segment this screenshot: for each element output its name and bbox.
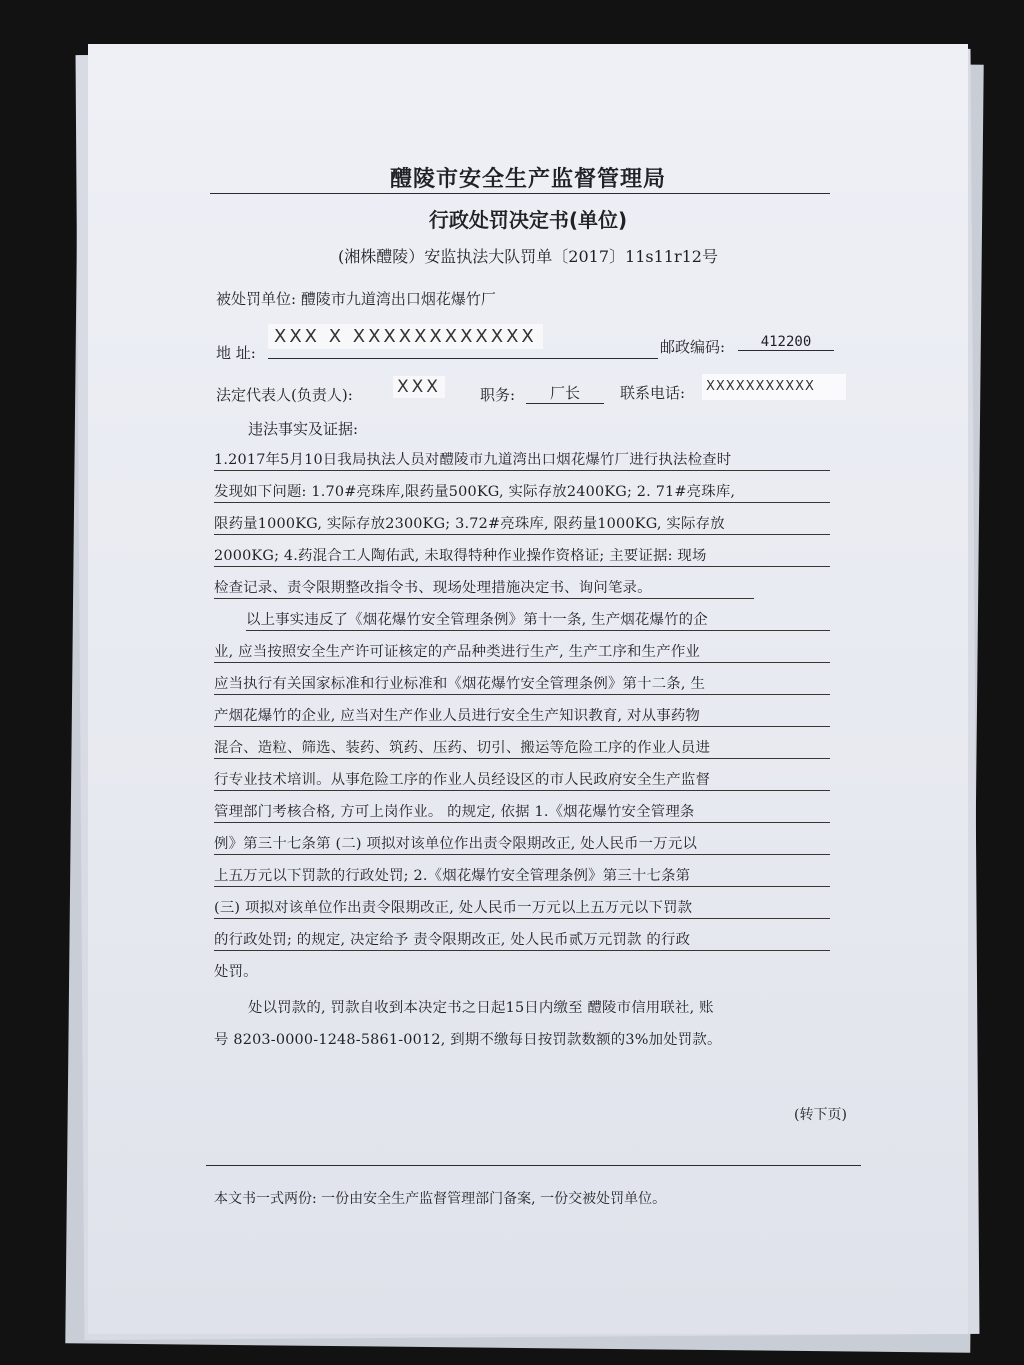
unit-value: 醴陵市九道湾出口烟花爆竹厂 — [300, 290, 496, 308]
position-value: 厂长 — [526, 382, 604, 404]
postcode-label: 邮政编码: — [660, 338, 726, 356]
facts-line: 发现如下问题: 1.70#亮珠库,限药量500KG, 实际存放2400KG; 2. 71#亮珠库, — [214, 480, 830, 503]
phone-label: 联系电话: — [620, 384, 686, 402]
continue-note: (转下页) — [794, 1107, 847, 1123]
rep-label: 法定代表人(负责人): — [216, 386, 353, 404]
decision-line: 应当执行有关国家标准和行业标准和《烟花爆竹安全管理条例》第十二条, 生 — [214, 672, 830, 695]
document-number: (湘株醴陵）安监执法大队罚单〔2017〕11s11r12号 — [338, 247, 718, 266]
unit-label: 被处罚单位: — [216, 290, 297, 308]
decision-line: 管理部门考核合格, 方可上岗作业。 的规定, 依据 1.《烟花爆竹安全管理条 — [214, 800, 830, 823]
document-page — [88, 44, 968, 1334]
unit-row — [216, 288, 496, 309]
rep-field — [393, 376, 445, 398]
phone-value: XXXXXXXXXXX — [706, 379, 815, 394]
payment-line: 处以罚款的, 罚款自收到本决定书之日起15日内缴至 醴陵市信用联社, 账 — [248, 1000, 714, 1016]
address-label: 地 址: — [216, 344, 256, 362]
facts-line: 2000KG; 4.药混合工人陶佑武, 未取得特种作业操作资格证; 主要证据: 现场 — [214, 544, 830, 567]
decision-line: 业, 应当按照安全生产许可证核定的产品种类进行生产, 生产工序和生产作业 — [214, 640, 830, 663]
payment-line: 号 8203-0000-1248-5861-0012, 到期不缴每日按罚款数额的3%加处罚款。 — [214, 1032, 722, 1048]
decision-line: 混合、造粒、筛选、装药、筑药、压药、切引、搬运等危险工序的作业人员进 — [214, 736, 830, 759]
facts-line: 1.2017年5月10日我局执法人员对醴陵市九道湾出口烟花爆竹厂进行执法检查时 — [214, 448, 830, 471]
facts-heading: 违法事实及证据: — [248, 420, 359, 438]
address-value: XXX X XXXXXXXXXXXX — [268, 324, 543, 349]
facts-line: 限药量1000KG, 实际存放2300KG; 3.72#亮珠库, 限药量1000KG, 实际存放 — [214, 512, 830, 535]
header-divider — [210, 193, 830, 194]
footer-note: 本文书一式两份: 一份由安全生产监督管理部门备案, 一份交被处罚单位。 — [214, 1191, 667, 1207]
position-label: 职务: — [480, 386, 516, 404]
rep-value: XXX — [393, 376, 445, 398]
decision-line: 的行政处罚; 的规定, 决定给予 责令限期改正, 处人民币贰万元罚款 的行政 — [214, 928, 830, 951]
document-title: 行政处罚决定书(单位) — [428, 208, 628, 232]
footer-divider — [206, 1165, 861, 1166]
decision-line: 行专业技术培训。从事危险工序的作业人员经设区的市人民政府安全生产监督 — [214, 768, 830, 791]
decision-line: (三) 项拟对该单位作出责令限期改正, 处人民币一万元以上五万元以下罚款 — [214, 896, 830, 919]
postcode-value: 412200 — [738, 334, 834, 351]
address-field — [268, 324, 658, 359]
decision-line: 产烟花爆竹的企业, 应当对生产作业人员进行安全生产知识教育, 对从事药物 — [214, 704, 830, 727]
decision-line: 处罚。 — [214, 964, 258, 980]
decision-line: 以上事实违反了《烟花爆竹安全管理条例》第十一条, 生产烟花爆竹的企 — [246, 608, 830, 631]
agency-title: 醴陵市安全生产监督管理局 — [389, 167, 666, 192]
phone-field — [702, 374, 846, 400]
facts-line: 检查记录、责令限期整改指令书、现场处理措施决定书、询问笔录。 — [214, 576, 754, 599]
decision-line: 上五万元以下罚款的行政处罚; 2.《烟花爆竹安全管理条例》第三十七条第 — [214, 864, 830, 887]
decision-line: 例》第三十七条第 (二) 项拟对该单位作出责令限期改正, 处人民币一万元以 — [214, 832, 830, 855]
